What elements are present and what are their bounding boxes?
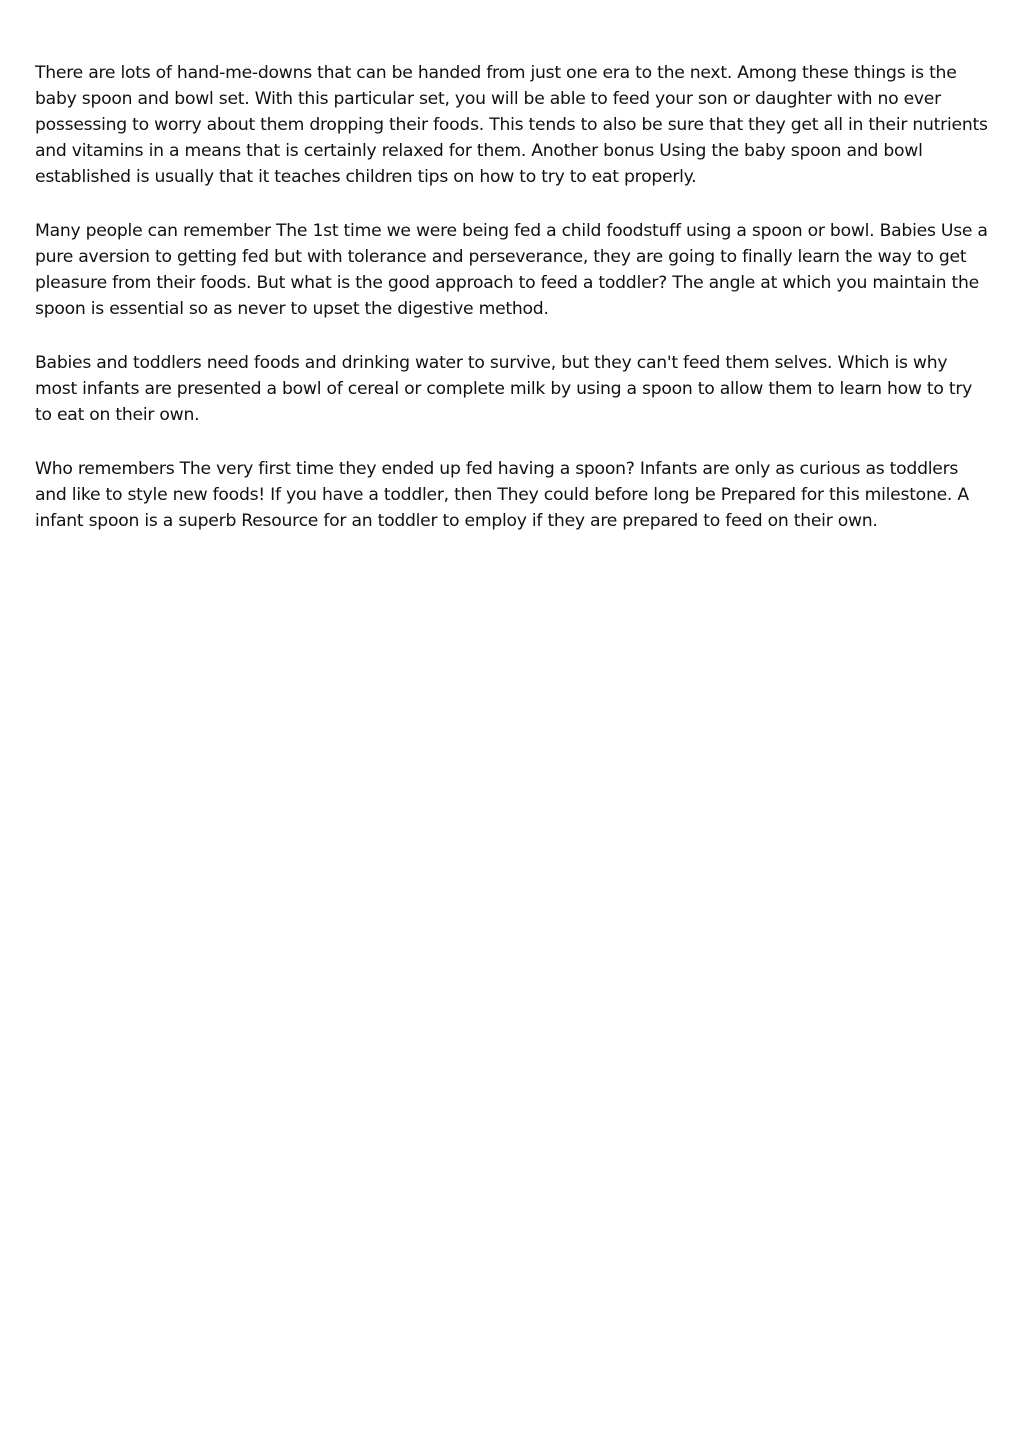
paragraph-2: Many people can remember The 1st time we were being fed a child foodstuff using a spoon or bowl. Babies Use a pure aversion to getting fed but with tolerance and perseverance, they are going to finally learn the way to get pleasure from their foods. But what is the good approach to feed a toddler? The angle at which you maintain the spoon is essential so as never to upset the digestive method.: [35, 221, 988, 319]
document-body: [35, 60, 991, 562]
paragraph-4: Who remembers The very first time they ended up fed having a spoon? Infants are only as curious as toddlers and like to style new foods! If you have a toddler, then They could before long be Prepared for this milestone. A infant spoon is a superb Resource for an toddler to employ if they are prepared to feed on their own.: [35, 459, 969, 531]
paragraph-3: Babies and toddlers need foods and drinking water to survive, but they can't feed them selves. Which is why most infants are presented a bowl of cereal or complete milk by using a spoon to allow them to learn how to try to eat on their own.: [35, 353, 973, 425]
paragraph-1: There are lots of hand-me-downs that can be handed from just one era to the next. Among these things is the baby spoon and bowl set. With this particular set, you will be able to feed your son or daughter with no ever possessing to worry about them dropping their foods. This tends to also be sure that they get all in their nutrients and vitamins in a means that is certainly relaxed for them. Another bonus Using the baby spoon and bowl established is usually that it teaches children tips on how to try to eat properly.: [35, 63, 988, 187]
